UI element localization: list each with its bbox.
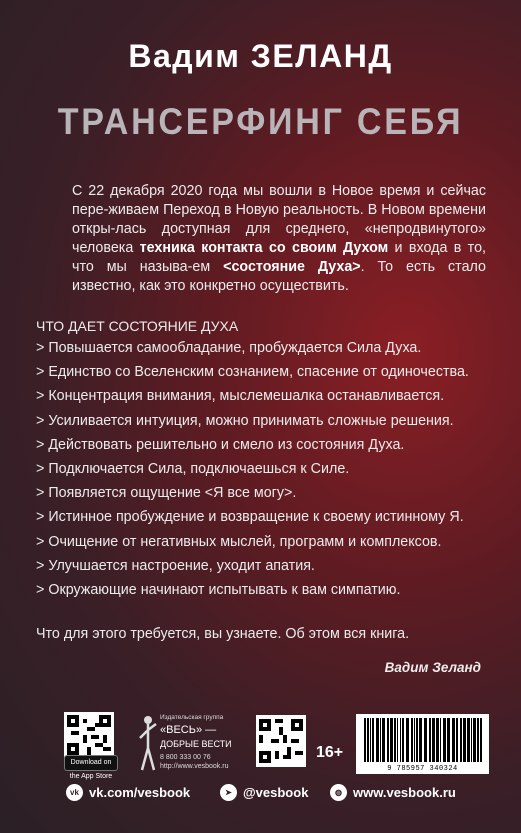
telegram-link-text: @vesbook <box>243 784 309 800</box>
barcode-bar <box>382 718 385 762</box>
app-store-badge[interactable]: Download on the App Store <box>64 755 118 771</box>
qr-code-app[interactable] <box>64 712 114 758</box>
telegram-icon: ➤ <box>220 784 237 801</box>
barcode-bar <box>411 718 413 762</box>
barcode-bar <box>406 718 409 762</box>
barcode-bar <box>424 718 427 762</box>
publisher-phone: 8 800 333 00 76 <box>160 754 211 761</box>
globe-icon: ◍ <box>330 784 347 801</box>
list-item: > Единство со Вселенским сознанием, спасение от одиночества. <box>36 364 469 381</box>
closing-line: Что для этого требуется, вы узнаете. Об этом вся книга. <box>36 626 410 642</box>
list-item: > Истинное пробуждение и возвращение к своему истинному Я. <box>36 509 464 526</box>
age-rating: 16+ <box>316 744 344 761</box>
publisher-tagline: ДОБРЫЕ ВЕСТИ <box>160 739 232 749</box>
barcode-bar <box>473 718 476 762</box>
author-name: Вадим ЗЕЛАНД <box>128 38 393 74</box>
website-link-text: www.vesbook.ru <box>353 784 456 800</box>
barcode-bar <box>394 718 396 762</box>
intro-text-3: . То есть стало известно, как это конкретно осуществить. <box>72 259 486 294</box>
barcode-bar <box>460 718 462 762</box>
list-item: > Подключается Сила, подключаешься к Силе. <box>36 460 350 477</box>
website-link[interactable] <box>330 783 456 801</box>
vk-link[interactable] <box>66 783 190 801</box>
publisher-site: http://www.vesbook.ru <box>160 763 229 770</box>
intro-text-2: и входа в то, что мы называ-ем <box>72 240 486 275</box>
barcode-bar <box>436 718 439 762</box>
barcode-bar <box>443 718 446 762</box>
barcode-bar <box>397 718 398 762</box>
publisher-name: «ВЕСЬ» — <box>160 724 217 736</box>
barcode-bar <box>402 718 404 762</box>
section-heading: ЧТО ДАЕТ СОСТОЯНИЕ ДУХА <box>36 318 239 334</box>
list-item: > Очищение от негативных мыслей, программ и комплексов. <box>36 533 442 550</box>
barcode-bar <box>452 718 455 762</box>
barcode-bar <box>471 718 472 762</box>
qr-code-site[interactable] <box>256 715 306 767</box>
barcode-bars <box>356 714 489 764</box>
publisher-logo-figure <box>138 714 158 772</box>
intro-bold-2: <состояние Духа> <box>223 259 361 275</box>
barcode-bar <box>364 718 366 762</box>
barcode-bar <box>456 718 458 762</box>
barcode-bar <box>414 718 415 762</box>
book-title: ТРАНСЕРФИНГ СЕБЯ <box>57 101 464 142</box>
barcode-bar <box>380 718 381 762</box>
barcode-bar <box>372 718 374 762</box>
barcode-bar <box>390 718 393 762</box>
list-item: > Появляется ощущение <Я все могу>. <box>36 485 297 502</box>
barcode-bar <box>387 718 389 762</box>
list-item: > Концентрация внимания, мыслемешалка останавливается. <box>36 388 445 405</box>
list-item: > Действовать решительно и смело из состояния Духа. <box>36 436 405 453</box>
barcode-bar <box>376 718 379 762</box>
publisher-block <box>138 712 230 776</box>
barcode-bar <box>480 718 482 762</box>
intro-text-1: С 22 декабря 2020 года мы вошли в Новое время и сейчас пере-живаем Переход в Новую реальность. В Новом времени откры-лась доступная для среднего, «непродвинутого» человека <box>72 183 486 256</box>
barcode-bar <box>370 718 371 762</box>
barcode-bar <box>463 718 466 762</box>
benefits-list <box>36 340 469 606</box>
barcode-bar <box>367 718 369 762</box>
barcode-bar <box>429 718 431 762</box>
intro-paragraph <box>72 182 486 296</box>
isbn-barcode <box>356 714 489 774</box>
barcode-bar <box>400 718 401 762</box>
barcode-bar <box>477 718 479 762</box>
list-item: > Повышается самообладание, пробуждается Сила Духа. <box>36 340 422 356</box>
barcode-bar <box>416 718 418 762</box>
barcode-bar <box>447 718 450 762</box>
list-item: > Улучшается настроение, уходит апатия. <box>36 557 315 574</box>
barcode-bar <box>467 718 470 762</box>
vk-icon: vk <box>66 784 83 801</box>
list-item: > Окружающие начинают испытывать к вам симпатию. <box>36 581 401 598</box>
list-item: > Усиливается интуиция, можно принимать сложные решения. <box>36 412 454 429</box>
publisher-group: Издательская группа <box>160 714 224 721</box>
intro-bold-1: техника контакта со своим Духом <box>139 240 389 256</box>
vk-link-text: vk.com/vesbook <box>89 784 191 800</box>
barcode-bar <box>432 718 435 762</box>
barcode-bar <box>419 718 422 762</box>
barcode-bar <box>440 718 441 762</box>
signature: Вадим Зеланд <box>384 660 481 675</box>
telegram-link[interactable] <box>220 783 308 801</box>
isbn-number: 9 785957 340324 <box>387 765 458 773</box>
